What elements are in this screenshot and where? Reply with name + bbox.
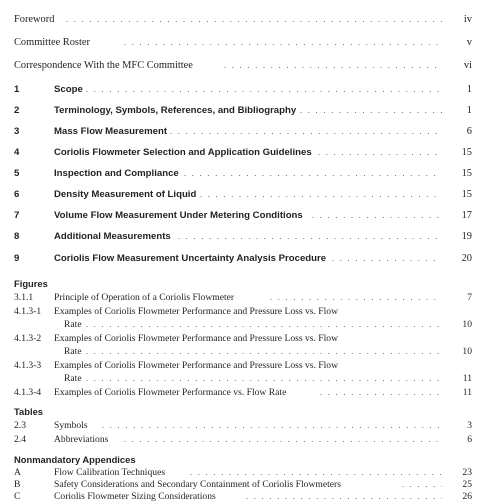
appendix-letter: A <box>14 467 21 478</box>
figure-title: Examples of Coriolis Flowmeter Performance vs. Flow Rate <box>54 387 287 398</box>
dot-leader <box>124 36 442 50</box>
dot-leader <box>332 252 442 266</box>
dot-leader <box>246 490 442 504</box>
figure-page: 10 <box>462 346 472 357</box>
toc-section-6[interactable] <box>0 188 483 202</box>
toc-section-1[interactable] <box>0 83 483 97</box>
dot-leader <box>270 291 442 305</box>
dot-leader <box>86 345 442 359</box>
figure-title: Examples of Coriolis Flowmeter Performance and Pressure Loss vs. Flow <box>54 360 339 371</box>
toc-table-2-3[interactable] <box>0 419 483 433</box>
figure-number: 4.1.3-3 <box>14 360 42 371</box>
section-title: Volume Flow Measurement Under Metering Conditions <box>54 210 303 221</box>
toc-entry-title: Committee Roster <box>14 37 90 48</box>
dot-leader <box>300 104 442 118</box>
toc-entry-foreword[interactable] <box>0 13 483 27</box>
figure-title-cont: Rate <box>64 373 82 384</box>
dot-leader <box>184 167 442 181</box>
dot-leader <box>86 83 442 97</box>
figure-title: Examples of Coriolis Flowmeter Performance and Pressure Loss vs. Flow <box>54 333 339 344</box>
figure-number: 4.1.3-1 <box>14 306 42 317</box>
toc-entry-page: v <box>466 37 472 48</box>
section-title: Inspection and Compliance <box>54 168 179 179</box>
appendix-title: Coriolis Flowmeter Sizing Considerations <box>54 491 216 502</box>
section-page: 19 <box>461 231 472 242</box>
appendix-letter: B <box>14 479 21 490</box>
appendix-title: Safety Considerations and Secondary Containment of Coriolis Flowmeters <box>54 479 341 490</box>
dot-leader <box>86 318 442 332</box>
toc-entry-title: Correspondence With the MFC Committee <box>14 60 193 71</box>
figure-title-cont: Rate <box>64 346 82 357</box>
dot-leader <box>320 386 442 400</box>
section-page: 20 <box>461 253 472 264</box>
toc-entry-committee-roster[interactable] <box>0 36 483 50</box>
section-page: 17 <box>461 210 472 221</box>
dot-leader <box>224 59 442 73</box>
section-title: Mass Flow Measurement <box>54 126 168 137</box>
figure-page: 11 <box>462 387 472 398</box>
section-number: 5 <box>14 168 20 179</box>
section-title: Coriolis Flow Measurement Uncertainty Analysis Procedure <box>54 253 327 264</box>
figure-title-cont: Rate <box>64 319 82 330</box>
table-title: Symbols <box>54 420 88 431</box>
toc-section-7[interactable] <box>0 209 483 223</box>
toc-figure-4-1-3-1-cont[interactable] <box>0 318 483 332</box>
dot-leader <box>312 209 442 223</box>
table-page: 6 <box>467 434 472 445</box>
toc-appendix-c[interactable] <box>0 490 483 504</box>
list-heading: Figures <box>14 278 48 289</box>
figures-heading <box>0 277 483 291</box>
appendices-heading <box>0 453 483 467</box>
dot-leader <box>86 372 442 386</box>
section-number: 9 <box>14 253 20 264</box>
toc-entry-page: vi <box>463 60 472 71</box>
figure-number: 4.1.3-2 <box>14 333 42 344</box>
dot-leader <box>170 125 442 139</box>
section-title: Terminology, Symbols, References, and Bibliography <box>54 105 297 116</box>
toc-figure-4-1-3-1[interactable] <box>0 305 483 319</box>
table-number: 2.4 <box>14 434 26 445</box>
toc-entry-title: Foreword <box>14 14 55 25</box>
toc-entry-page: iv <box>463 14 472 25</box>
toc-section-8[interactable] <box>0 230 483 244</box>
list-heading: Tables <box>14 406 44 417</box>
dot-leader <box>318 146 442 160</box>
figure-page: 7 <box>467 292 472 303</box>
appendix-letter: C <box>14 491 21 502</box>
toc-section-4[interactable] <box>0 146 483 160</box>
figure-page: 11 <box>462 373 472 384</box>
figure-number: 3.1.1 <box>14 292 34 303</box>
toc-section-9[interactable] <box>0 252 483 266</box>
section-page: 6 <box>466 126 472 137</box>
dot-leader <box>178 230 442 244</box>
section-number: 2 <box>14 105 20 116</box>
section-number: 3 <box>14 126 20 137</box>
toc-figure-4-1-3-3-cont[interactable] <box>0 372 483 386</box>
tables-heading <box>0 405 483 419</box>
toc-entry-correspondence[interactable] <box>0 59 483 73</box>
toc-figure-4-1-3-3[interactable] <box>0 359 483 373</box>
dot-leader <box>66 13 442 27</box>
section-page: 1 <box>466 84 472 95</box>
list-heading: Nonmandatory Appendices <box>14 454 136 465</box>
toc-section-2[interactable] <box>0 104 483 118</box>
appendix-page: 25 <box>462 479 472 490</box>
section-number: 8 <box>14 231 20 242</box>
dot-leader <box>124 433 442 447</box>
dot-leader <box>200 188 442 202</box>
section-page: 1 <box>466 105 472 116</box>
toc-figure-4-1-3-2[interactable] <box>0 332 483 346</box>
section-title: Scope <box>54 84 83 95</box>
table-number: 2.3 <box>14 420 26 431</box>
section-number: 4 <box>14 147 20 158</box>
figure-number: 4.1.3-4 <box>14 387 42 398</box>
section-number: 6 <box>14 189 20 200</box>
table-page: 3 <box>467 420 472 431</box>
appendix-page: 23 <box>462 467 472 478</box>
section-number: 1 <box>14 84 20 95</box>
toc-table-2-4[interactable] <box>0 433 483 447</box>
appendix-title: Flow Calibration Techniques <box>54 467 166 478</box>
section-page: 15 <box>461 189 472 200</box>
dot-leader <box>102 419 442 433</box>
toc-section-3[interactable] <box>0 125 483 139</box>
figure-page: 10 <box>462 319 472 330</box>
section-page: 15 <box>461 147 472 158</box>
section-page: 15 <box>461 168 472 179</box>
toc-figure-4-1-3-4[interactable] <box>0 386 483 400</box>
toc-section-5[interactable] <box>0 167 483 181</box>
figure-title: Principle of Operation of a Coriolis Flowmeter <box>54 292 235 303</box>
section-title: Additional Measurements <box>54 231 171 242</box>
section-title: Density Measurement of Liquid <box>54 189 197 200</box>
figure-title: Examples of Coriolis Flowmeter Performance and Pressure Loss vs. Flow <box>54 306 339 317</box>
section-title: Coriolis Flowmeter Selection and Application Guidelines <box>54 147 312 158</box>
appendix-page: 26 <box>462 491 472 502</box>
toc-figure-3-1-1[interactable] <box>0 291 483 305</box>
toc-figure-4-1-3-2-cont[interactable] <box>0 345 483 359</box>
section-number: 7 <box>14 210 20 221</box>
table-title: Abbreviations <box>54 434 109 445</box>
